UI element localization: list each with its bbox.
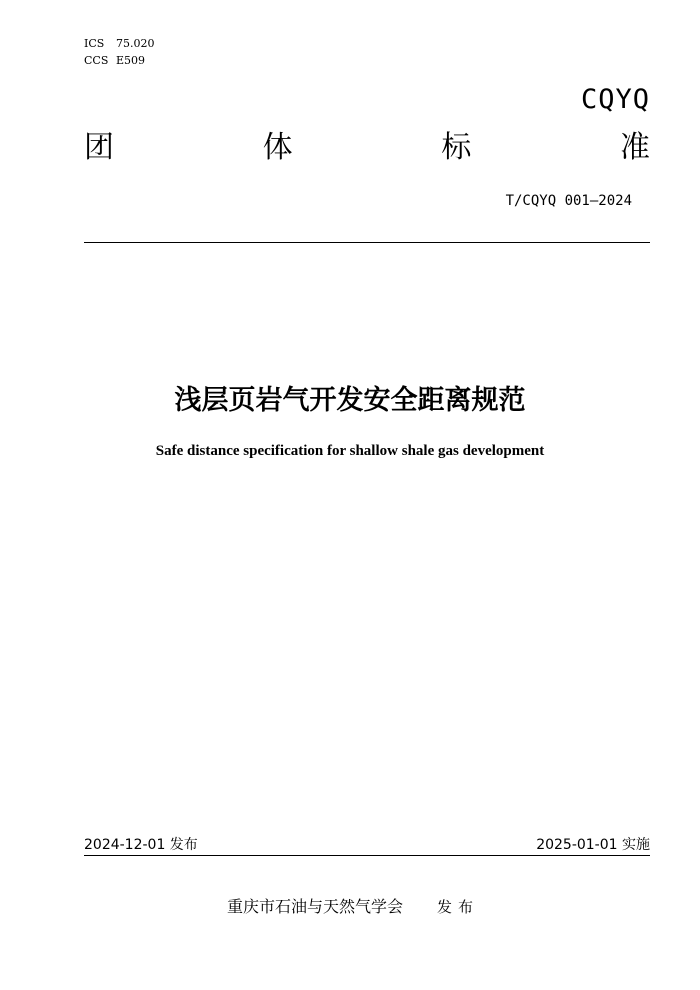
ics-classification — [84, 37, 155, 51]
standard-type-char: 准 — [619, 130, 650, 165]
title-english: Safe distance specification for shallow shale gas development — [155, 443, 545, 459]
standard-type-heading — [84, 130, 650, 166]
top-divider — [84, 242, 650, 243]
ics-label: ICS — [84, 37, 105, 50]
standard-number: T/CQYQ 001—2024 — [505, 193, 632, 209]
ccs-classification — [84, 54, 145, 68]
publisher-line — [227, 897, 479, 917]
publish-action: 发布 — [437, 898, 480, 916]
bottom-divider — [84, 855, 650, 856]
standard-type-char: 标 — [441, 130, 472, 165]
implementation-date: 2025-01-01 实施 — [536, 837, 650, 853]
publisher-name: 重庆市石油与天然气学会 — [227, 897, 404, 916]
standard-type-char: 团 — [84, 130, 114, 165]
organization-code: CQYQ — [580, 84, 650, 115]
issue-date: 2024-12-01 发布 — [84, 837, 198, 853]
ccs-value: E509 — [116, 54, 146, 67]
standard-type-char: 体 — [262, 130, 293, 165]
ics-value: 75.020 — [116, 37, 155, 50]
ccs-label: CCS — [84, 54, 109, 67]
title-chinese: 浅层页岩气开发安全距离规范 — [174, 385, 526, 416]
